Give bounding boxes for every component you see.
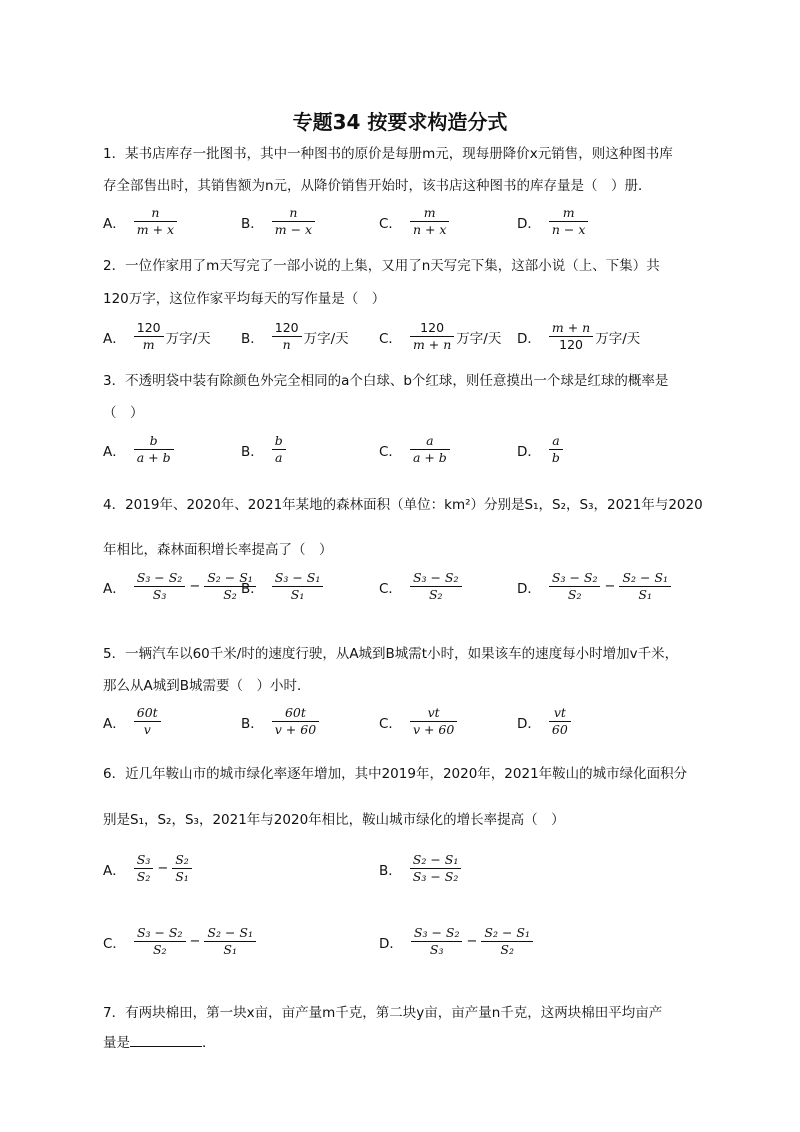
option-label: C． [379, 580, 402, 597]
option-fraction-1: $\frac{\text{S₃ − S₂}}{\text{S₂}}$ [549, 570, 601, 603]
question-6-line-1: 6．近几年鞍山市的城市绿化率逐年增加，其中2019年，2020年，2021年鞍山的城市绿化面积分 [103, 766, 688, 782]
option-label: B． [241, 580, 264, 597]
option-operator: − [189, 579, 201, 594]
option-fraction-2: $\frac{\text{S₂ − S₁}}{\text{S₂}}$ [481, 925, 533, 958]
option-fraction: $\frac{b}{a + b}$ [134, 433, 174, 466]
question-1-line-1: 1．某书店库存一批图书，其中一种图书的原价是每册m元，现每册降价x元销售，则这种图书库 [103, 146, 673, 162]
question-1-option-a[interactable] [103, 205, 179, 238]
option-fraction: $\frac{a}{b}$ [549, 433, 563, 466]
question-6-line-2: 别是S₁，S₂，S₃，2021年与2020年相比，鞍山城市绿化的增长率提高（ ） [103, 812, 565, 828]
option-fraction-1: $\frac{\text{S₃ − S₂}}{\text{S₃}}$ [134, 570, 186, 603]
question-4-option-a[interactable] [103, 570, 258, 603]
option-fraction: $\frac{60t}{v}$ [134, 705, 161, 738]
question-5-option-a[interactable] [103, 705, 163, 738]
option-label: D． [379, 935, 403, 952]
option-fraction: $\frac{\text{S₃ − S₁}}{\text{S₁}}$ [272, 570, 324, 603]
option-label: A． [103, 715, 126, 732]
option-label: C． [379, 443, 402, 460]
option-fraction: $\frac{n}{m + x}$ [134, 205, 177, 238]
option-fraction: $\frac{m}{n + x}$ [410, 205, 450, 238]
option-fraction-2: $\frac{\text{S₂}}{\text{S₁}}$ [172, 852, 192, 885]
option-fraction: $\frac{120}{n}$ [272, 320, 302, 353]
option-fraction: $\frac{vt}{60}$ [549, 705, 571, 738]
question-5-option-d[interactable] [517, 705, 573, 738]
option-fraction: $\frac{n}{m - x}$ [272, 205, 315, 238]
option-fraction: $\frac{\text{S₃ − S₂}}{\text{S₂}}$ [410, 570, 462, 603]
option-operator: − [604, 579, 616, 594]
question-1-option-c[interactable] [379, 205, 451, 238]
question-5-line-2: 那么从A城到B城需要（ ）小时． [103, 678, 311, 694]
option-operator: − [157, 861, 169, 876]
option-fraction-1: $\frac{\text{S₃ − S₂}}{\text{S₂}}$ [134, 925, 186, 958]
option-label: D． [517, 330, 541, 347]
option-unit: 万字/天 [595, 330, 641, 347]
option-label: B． [241, 715, 264, 732]
option-operator: − [189, 934, 201, 949]
option-label: A． [103, 215, 126, 232]
option-label: C． [379, 330, 402, 347]
question-6-option-d[interactable] [379, 925, 535, 958]
option-label: D． [517, 715, 541, 732]
option-label: A． [103, 580, 126, 597]
option-label: C． [379, 715, 402, 732]
option-label: A． [103, 862, 126, 879]
answer-blank[interactable] [130, 1032, 202, 1047]
option-fraction-1: $\frac{\text{S₃ − S₂}}{\text{S₃}}$ [411, 925, 463, 958]
question-2-line-1: 2．一位作家用了m天写完了一部小说的上集，又用了n天写完下集，这部小说（上、下集）共 [103, 258, 660, 274]
question-6-option-b[interactable] [379, 852, 463, 885]
question-1-option-d[interactable] [517, 205, 590, 238]
option-label: C． [103, 935, 126, 952]
option-fraction: $\frac{120}{m}$ [134, 320, 164, 353]
question-7-text: 量是 [103, 1035, 130, 1051]
option-unit: 万字/天 [165, 330, 211, 347]
question-6-option-a[interactable] [103, 852, 194, 885]
option-label: A． [103, 330, 126, 347]
option-fraction: $\frac{m + n}{120}$ [549, 320, 593, 353]
question-3-option-a[interactable] [103, 433, 176, 466]
question-6-option-c[interactable] [103, 925, 258, 958]
option-label: B． [241, 443, 264, 460]
option-fraction-2: $\frac{\text{S₂ − S₁}}{\text{S₁}}$ [619, 570, 671, 603]
question-4-option-c[interactable] [379, 570, 464, 603]
option-fraction: $\frac{a}{a + b}$ [410, 433, 450, 466]
question-3-line-1: 3．不透明袋中装有除颜色外完全相同的a个白球、b个红球，则任意摸出一个球是红球的概率是 [103, 373, 669, 389]
question-3-option-b[interactable] [241, 433, 288, 466]
option-fraction: $\frac{60t}{v + 60}$ [272, 705, 319, 738]
question-3-option-d[interactable] [517, 433, 565, 466]
question-7-period: ． [202, 1035, 216, 1051]
option-label: A． [103, 443, 126, 460]
question-5-option-c[interactable] [379, 705, 459, 738]
option-unit: 万字/天 [456, 330, 502, 347]
question-7-line-1: 7．有两块棉田，第一块x亩，亩产量m千克，第二块y亩，亩产量n千克，这两块棉田平均亩产 [103, 1005, 663, 1021]
option-fraction: $\frac{\text{S₂ − S₁}}{\text{S₃ − S₂}}$ [410, 852, 462, 885]
option-label: D． [517, 580, 541, 597]
option-fraction-2: $\frac{\text{S₂ − S₁}}{\text{S₁}}$ [204, 925, 256, 958]
question-2-option-a[interactable] [103, 320, 211, 353]
question-4-line-1: 4．2019年、2020年、2021年某地的森林面积（单位：km²）分别是S₁，S₂，S₃，2021年与2020 [103, 497, 703, 513]
question-2-line-2: 120万字，这位作家平均每天的写作量是（ ） [103, 291, 386, 307]
option-label: B． [379, 862, 402, 879]
option-label: B． [241, 215, 264, 232]
option-fraction-2: $\frac{\text{S₂ − S₁}}{\text{S₂}}$ [204, 570, 256, 603]
option-fraction: $\frac{vt}{v + 60}$ [410, 705, 457, 738]
question-7-line-2 [103, 1032, 216, 1052]
option-label: B． [241, 330, 264, 347]
option-fraction: $\frac{120}{m + n}$ [410, 320, 454, 353]
question-2-option-c[interactable] [379, 320, 501, 353]
option-label: D． [517, 215, 541, 232]
question-4-option-b[interactable] [241, 570, 325, 603]
question-5-option-b[interactable] [241, 705, 321, 738]
question-4-line-2: 年相比，森林面积增长率提高了（ ） [103, 542, 333, 558]
option-fraction-1: $\frac{\text{S₃}}{\text{S₂}}$ [134, 852, 154, 885]
option-unit: 万字/天 [303, 330, 349, 347]
question-2-option-d[interactable] [517, 320, 640, 353]
question-1-line-2: 存全部售出时，其销售额为n元，从降价销售开始时，该书店这种图书的库存量是（ ）册． [103, 178, 652, 194]
option-fraction: $\frac{m}{n - x}$ [549, 205, 589, 238]
question-3-line-2: （ ） [103, 405, 144, 421]
option-label: D． [517, 443, 541, 460]
option-fraction: $\frac{b}{a}$ [272, 433, 286, 466]
question-5-line-1: 5．一辆汽车以60千米/时的速度行驶，从A城到B城需t小时，如果该车的速度每小时增加v千米， [103, 646, 679, 662]
page-title: 专题34 按要求构造分式 [292, 110, 508, 134]
question-1-option-b[interactable] [241, 205, 317, 238]
option-operator: − [466, 934, 478, 949]
question-3-option-c[interactable] [379, 433, 452, 466]
option-label: C． [379, 215, 402, 232]
question-2-option-b[interactable] [241, 320, 349, 353]
question-4-option-d[interactable] [517, 570, 673, 603]
